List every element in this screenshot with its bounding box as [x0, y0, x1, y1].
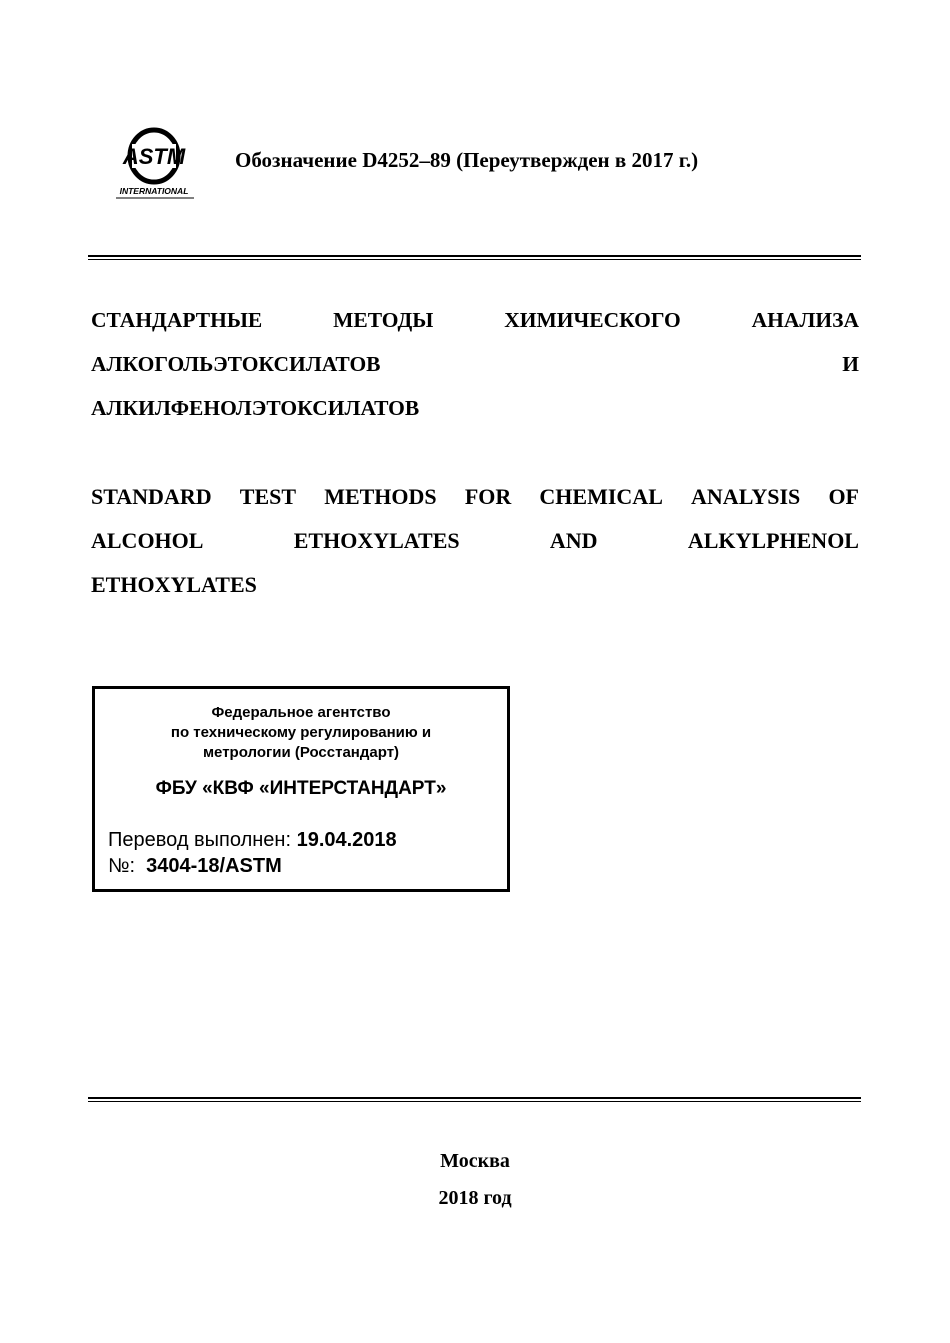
title-ru-line-2 [91, 342, 859, 386]
astm-logo-icon [112, 126, 200, 200]
stamp-agency [95, 703, 507, 763]
translation-date: 19.04.2018 [296, 829, 397, 851]
title-en-word: METHODS [324, 484, 437, 509]
title-en-line-3 [91, 563, 859, 607]
stamp-agency-line: метрологии (Росстандарт) [202, 744, 400, 761]
title-en-word: FOR [464, 484, 512, 509]
title-ru-word: СТАНДАРТНЫЕ [91, 308, 263, 332]
title-ru-word: МЕТОДЫ [333, 308, 434, 332]
title-en-word: AND [549, 528, 598, 553]
footer-year: 2018 год [438, 1187, 512, 1209]
number-label: №: [108, 855, 136, 877]
title-en-word: TEST [239, 484, 297, 509]
title-ru-word: ХИМИЧЕСКОГО [504, 308, 681, 332]
title-en-word: CHEMICAL [539, 484, 663, 509]
title-en-word: ETHOXYLATES [91, 572, 257, 597]
title-ru-line-3 [91, 386, 859, 430]
bottom-divider [88, 1097, 861, 1102]
title-en-line-1 [91, 475, 859, 519]
title-ru-word: И [842, 352, 859, 376]
translation-label: Перевод выполнен: [108, 829, 292, 851]
stamp-number-row [108, 855, 282, 878]
stamp-organization: ФБУ «КВФ «ИНТЕРСТАНДАРТ» [155, 778, 447, 799]
title-ru-line-1 [91, 298, 859, 342]
title-en-word: ALKYLPHENOL [687, 528, 859, 553]
top-divider [88, 255, 861, 260]
astm-logo [112, 126, 200, 200]
stamp-agency-line: по техническому регулированию и [170, 724, 432, 741]
title-english [91, 475, 859, 607]
stamp-agency-line: Федеральное агентство [211, 704, 391, 721]
document-designation: Обозначение D4252–89 (Переутвержден в 2017 г.) [235, 148, 699, 172]
title-en-word: ANALYSIS [691, 484, 801, 509]
title-en-word: ALCOHOL [91, 528, 204, 553]
title-en-line-2 [91, 519, 859, 563]
logo-text: ASTM [122, 144, 186, 169]
title-en-word: OF [828, 484, 859, 509]
title-russian [91, 298, 859, 430]
title-ru-word: АНАЛИЗА [751, 308, 859, 332]
stamp-translation-row [108, 829, 397, 852]
logo-subtext: INTERNATIONAL [119, 186, 189, 196]
title-ru-word: АЛКИЛФЕНОЛЭТОКСИЛАТОВ [91, 396, 420, 420]
footer-city: Москва [440, 1150, 510, 1172]
title-en-word: STANDARD [91, 484, 212, 509]
translation-stamp [92, 686, 510, 892]
number-value: 3404-18/ASTM [146, 855, 282, 877]
title-ru-word: АЛКОГОЛЬЭТОКСИЛАТОВ [91, 352, 381, 376]
title-en-word: ETHOXYLATES [293, 528, 460, 553]
